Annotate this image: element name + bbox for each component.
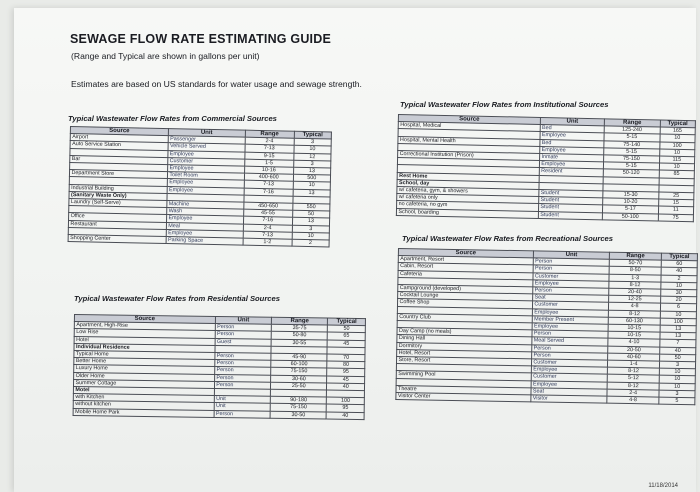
typical-cell: 40 (327, 383, 365, 391)
unit-cell: Guest (215, 338, 271, 346)
typical-cell: 15 (658, 199, 694, 207)
source-cell: w/ cafeteria only (397, 194, 539, 204)
source-cell: Coffee Shop (397, 299, 532, 309)
typical-cell: 550 (292, 203, 329, 211)
unit-cell: Visitor (531, 395, 608, 404)
range-cell: 12-25 (609, 295, 661, 303)
source-cell: w/ cafeteria, gym, & showers (397, 187, 539, 197)
typical-cell: 13 (660, 332, 696, 340)
typical-cell: 100 (659, 142, 695, 150)
typical-cell: 10 (659, 134, 695, 142)
source-cell: School, day (397, 179, 539, 189)
source-cell: Hotel, Resort (397, 349, 532, 359)
typical-cell: 10 (659, 149, 695, 157)
unit-cell: Parking Space (166, 237, 243, 246)
range-cell: 8-12 (608, 367, 660, 375)
source-cell: Hospital, Mental Health (398, 136, 540, 146)
typical-cell: 10 (292, 232, 329, 240)
unit-cell: Passenger (168, 136, 245, 145)
range-cell: 15-30 (603, 191, 659, 199)
residential-table (73, 314, 366, 420)
column-header: Unit (215, 316, 271, 324)
source-cell: without kitchen (73, 401, 214, 410)
source-cell: Dining Hall (397, 335, 532, 345)
range-cell: 50-70 (610, 259, 662, 267)
unit-cell: Inmate (539, 153, 603, 162)
column-header: Range (610, 252, 662, 260)
range-cell: 60-100 (271, 360, 327, 368)
range-cell: 35-75 (271, 324, 327, 332)
range-cell: 60-130 (608, 317, 660, 325)
unit-cell: Customer (533, 272, 610, 281)
typical-cell: 2 (292, 239, 329, 247)
range-cell: 25-50 (271, 382, 327, 390)
range-cell: 2-4 (607, 389, 659, 397)
typical-cell: 70 (327, 354, 365, 362)
recreational-table (395, 248, 698, 405)
document-page (14, 8, 696, 492)
column-header: Range (271, 317, 327, 325)
typical-cell: 13 (293, 167, 330, 175)
unit-cell: Person (533, 287, 610, 296)
typical-cell: 2 (661, 275, 697, 283)
typical-cell: 100 (660, 318, 696, 326)
range-cell: 50-100 (602, 212, 658, 220)
source-cell: Apartment, Resort (398, 256, 533, 266)
range-cell: 45-90 (271, 353, 327, 361)
unit-cell: Member Present (532, 316, 609, 325)
range-cell: 450-650 (244, 202, 293, 210)
source-cell: Cocktail Lounge (398, 292, 533, 302)
unit-cell: Student (538, 211, 602, 220)
range-cell: 75-150 (271, 368, 327, 376)
commercial-section-title: Typical Wastewater Flow Rates from Commercial Sources (68, 114, 277, 123)
column-header: Typical (661, 253, 697, 261)
unit-cell: Customer (168, 157, 245, 166)
unit-cell: Employee (167, 186, 244, 195)
typical-cell: 85 (659, 170, 695, 178)
typical-cell: 25 (658, 192, 694, 200)
unit-cell: Person (532, 344, 609, 353)
range-cell: 45-55 (243, 209, 292, 217)
unit-cell: Employee (166, 229, 243, 238)
range-cell: 8-12 (607, 382, 659, 390)
unit-cell: Person (215, 360, 271, 368)
column-header: Source (398, 249, 533, 259)
typical-cell: 10 (659, 383, 695, 391)
unit-cell: Student (538, 197, 602, 206)
source-cell: Day Camp (no meals) (397, 328, 532, 338)
unit-cell: Employee (539, 161, 603, 170)
source-cell: Industrial Building (69, 184, 167, 193)
unit-cell: Unit (214, 396, 270, 404)
range-cell: 125-240 (604, 126, 660, 134)
range-cell: 10-15 (608, 324, 660, 332)
typical-cell: 95 (327, 404, 365, 412)
source-cell: Campground (developed) (398, 285, 533, 295)
range-cell: 4-8 (607, 396, 659, 404)
range-cell: 400-600 (244, 173, 293, 181)
range-cell: 75-150 (270, 404, 326, 412)
source-cell: Hotel (74, 336, 215, 345)
range-cell: 5-15 (604, 148, 660, 156)
typical-cell: 7 (660, 340, 696, 348)
source-cell: Auto Service Station (70, 141, 168, 150)
range-cell: 7-16 (244, 188, 293, 196)
typical-cell: 20 (661, 296, 697, 304)
typical-cell: 3 (292, 225, 329, 233)
range-cell: 7-13 (244, 181, 293, 189)
source-cell: Store, Resort (396, 357, 531, 367)
range-cell: 40-60 (608, 353, 660, 361)
typical-cell: 45 (327, 340, 365, 348)
typical-cell: 11 (658, 206, 694, 214)
page-title: SEWAGE FLOW RATE ESTIMATING GUIDE (70, 32, 331, 46)
typical-cell: 60 (661, 260, 697, 268)
unit-cell: Employee (167, 165, 244, 174)
source-cell: Hospital, Medical (398, 122, 540, 132)
unit-cell: Seat (532, 294, 609, 303)
typical-cell: 50 (328, 325, 366, 333)
range-cell: 2-4 (245, 137, 294, 145)
range-cell: 90-180 (270, 396, 326, 404)
source-cell: Low Rise (74, 329, 215, 338)
typical-cell: 6 (660, 304, 696, 312)
source-cell: Theatre (396, 385, 531, 395)
source-cell: Better Home (74, 358, 215, 367)
typical-cell: 10 (659, 376, 695, 384)
unit-cell: Student (539, 189, 603, 198)
range-cell: 1-2 (243, 238, 292, 246)
unit-cell: Employee (533, 280, 610, 289)
range-cell: 5-15 (604, 133, 660, 141)
page-subtitle: (Range and Typical are shown in gallons per unit) (71, 51, 260, 61)
source-cell: Bar (70, 155, 168, 164)
range-cell: 8-12 (609, 281, 661, 289)
range-cell: 1-3 (609, 274, 661, 282)
intro-text: Estimates are based on US standards for water usage and sewage strength. (71, 79, 362, 89)
institutional-section-title: Typical Wastewater Flow Rates from Institutional Sources (400, 100, 609, 109)
typical-cell: 45 (327, 376, 365, 384)
source-cell: Individual Residence (74, 343, 215, 352)
typical-cell: 3 (294, 138, 331, 146)
range-cell: 8-12 (609, 310, 661, 318)
source-cell: Summer Cottage (73, 379, 214, 388)
source-cell: Restaurant (68, 220, 166, 229)
unit-cell: Unit (214, 403, 270, 411)
unit-cell: Employee (531, 380, 608, 389)
source-cell: Swimming Pool (396, 371, 531, 381)
source-cell: Office (69, 213, 167, 222)
unit-cell: Resident (539, 168, 603, 177)
unit-cell: Bed (540, 125, 604, 134)
unit-cell: Person (532, 330, 609, 339)
column-header: Unit (533, 251, 610, 260)
column-header: Typical (660, 120, 696, 128)
column-header: Source (74, 315, 215, 324)
range-cell: 4-8 (609, 303, 661, 311)
source-cell: Laundry (Self-Serve) (69, 199, 167, 208)
unit-cell: Customer (531, 359, 608, 368)
source-cell: Motel (73, 387, 214, 396)
unit-cell: Employee (166, 215, 243, 224)
range-cell: 2-4 (243, 224, 292, 232)
range-cell: 30-55 (271, 339, 327, 347)
unit-cell: Person (531, 352, 608, 361)
unit-cell: Machine (167, 201, 244, 210)
typical-cell: 50 (660, 354, 696, 362)
range-cell: 30-50 (270, 411, 326, 419)
typical-cell: 5 (659, 397, 695, 405)
typical-cell: 10 (659, 163, 695, 171)
range-cell: 10-20 (603, 198, 659, 206)
range-cell: 5-17 (603, 205, 659, 213)
source-cell: Visitor Center (396, 393, 531, 403)
typical-cell: 13 (292, 218, 329, 226)
column-header: Source (70, 127, 168, 136)
column-header: Source (398, 115, 540, 125)
column-header: Range (604, 119, 660, 127)
source-cell: with Kitchen (73, 394, 214, 403)
range-cell: 8-50 (609, 267, 661, 275)
source-cell: no cafeteria, no gym (397, 201, 539, 211)
unit-cell: Employee (532, 323, 609, 332)
unit-cell: Toilet Room (167, 172, 244, 181)
unit-cell: Employee (540, 132, 604, 141)
typical-cell: 95 (327, 368, 365, 376)
source-cell: Shopping Center (68, 235, 166, 244)
typical-cell: 3 (293, 160, 330, 168)
column-header: Typical (294, 131, 331, 139)
range-cell: 1-4 (608, 360, 660, 368)
unit-cell: Person (533, 258, 610, 267)
unit-cell: Employee (167, 179, 244, 188)
range-cell: 7-13 (245, 145, 294, 153)
unit-cell: Employee (531, 366, 608, 375)
range-cell: 1-5 (244, 159, 293, 167)
source-cell: Older Home (74, 372, 215, 381)
source-cell: Apartment, High-Rise (74, 322, 215, 331)
range-cell: 7-16 (243, 217, 292, 225)
source-cell: Mobile Home Park (73, 408, 214, 417)
typical-cell: 10 (660, 311, 696, 319)
unit-cell: Person (214, 410, 270, 418)
source-cell: Rest Home (397, 172, 539, 182)
column-header: Typical (328, 318, 366, 326)
source-cell: (Sanitary Waste Only) (69, 191, 167, 200)
typical-cell: 40 (660, 347, 696, 355)
source-cell: Cabin, Resort (398, 263, 533, 273)
recreational-section-title: Typical Wastewater Flow Rates from Recreational Sources (402, 234, 614, 243)
typical-cell: 75 (658, 214, 694, 222)
unit-cell: Employee (540, 146, 604, 155)
typical-cell: 10 (293, 182, 330, 190)
unit-cell: Person (214, 374, 270, 382)
unit-cell: Customer (532, 301, 609, 310)
range-cell: 7-13 (243, 231, 292, 239)
range-cell: 9-15 (245, 152, 294, 160)
commercial-table (68, 126, 332, 248)
typical-cell: 500 (293, 174, 330, 182)
source-cell: Cafeteria (398, 270, 533, 280)
source-cell: Correctional Institution (Prison) (398, 151, 540, 161)
range-cell: 50-120 (603, 169, 659, 177)
range-cell: 5-12 (607, 375, 659, 383)
column-header: Unit (540, 117, 604, 126)
unit-cell: Meal Served (532, 337, 609, 346)
typical-cell: 165 (660, 127, 696, 135)
range-cell: 75-140 (604, 140, 660, 148)
unit-cell: Person (215, 331, 271, 339)
source-cell: Luxury Home (74, 365, 215, 374)
typical-cell: 100 (327, 397, 365, 405)
range-cell: 4-10 (608, 339, 660, 347)
column-header: Range (245, 130, 294, 138)
unit-cell: Person (533, 265, 610, 274)
unit-cell: Meal (166, 222, 243, 231)
typical-cell: 10 (661, 282, 697, 290)
unit-cell: Person (215, 324, 271, 332)
range-cell: 5-15 (603, 162, 659, 170)
source-cell: Airport (70, 134, 168, 143)
residential-section-title: Typical Wastewater Flow Rates from Residential Sources (74, 294, 280, 303)
typical-cell: 3 (659, 361, 695, 369)
source-cell: School, boarding (396, 208, 538, 218)
institutional-table (396, 114, 696, 222)
typical-cell: 50 (292, 210, 329, 218)
source-cell: Country Club (397, 313, 532, 323)
range-cell: 30-60 (271, 375, 327, 383)
date-stamp: 11/18/2014 (648, 483, 678, 489)
range-cell: 75-150 (604, 155, 660, 163)
unit-cell: Bed (540, 139, 604, 148)
unit-cell: Student (538, 204, 602, 213)
typical-cell: 13 (293, 189, 330, 197)
source-cell: Department Store (69, 170, 167, 179)
typical-cell: 80 (327, 361, 365, 369)
unit-cell: Person (215, 352, 271, 360)
range-cell: 10-15 (608, 331, 660, 339)
unit-cell: Person (214, 381, 270, 389)
typical-cell: 65 (328, 332, 366, 340)
unit-cell: Wash (167, 208, 244, 217)
range-cell: 50-80 (271, 332, 327, 340)
typical-cell: 40 (661, 268, 697, 276)
range-cell: 20-40 (609, 288, 661, 296)
range-cell: 20-50 (608, 346, 660, 354)
typical-cell: 40 (326, 412, 364, 420)
source-cell: Typical Home (74, 351, 215, 360)
typical-cell: 115 (659, 156, 695, 164)
typical-cell: 10 (294, 146, 331, 154)
unit-cell: Seat (531, 388, 608, 397)
unit-cell: Employee (532, 308, 609, 317)
column-header: Unit (168, 129, 245, 138)
range-cell: 10-16 (244, 166, 293, 174)
source-cell: Dormitory (397, 342, 532, 352)
typical-cell: 10 (659, 368, 695, 376)
unit-cell: Employee (168, 150, 245, 159)
unit-cell: Person (214, 367, 270, 375)
typical-cell: 12 (294, 153, 331, 161)
unit-cell: Customer (531, 373, 608, 382)
typical-cell: 3 (659, 390, 695, 398)
typical-cell: 30 (661, 289, 697, 297)
typical-cell: 13 (660, 325, 696, 333)
unit-cell: Vehicle Served (168, 143, 245, 152)
